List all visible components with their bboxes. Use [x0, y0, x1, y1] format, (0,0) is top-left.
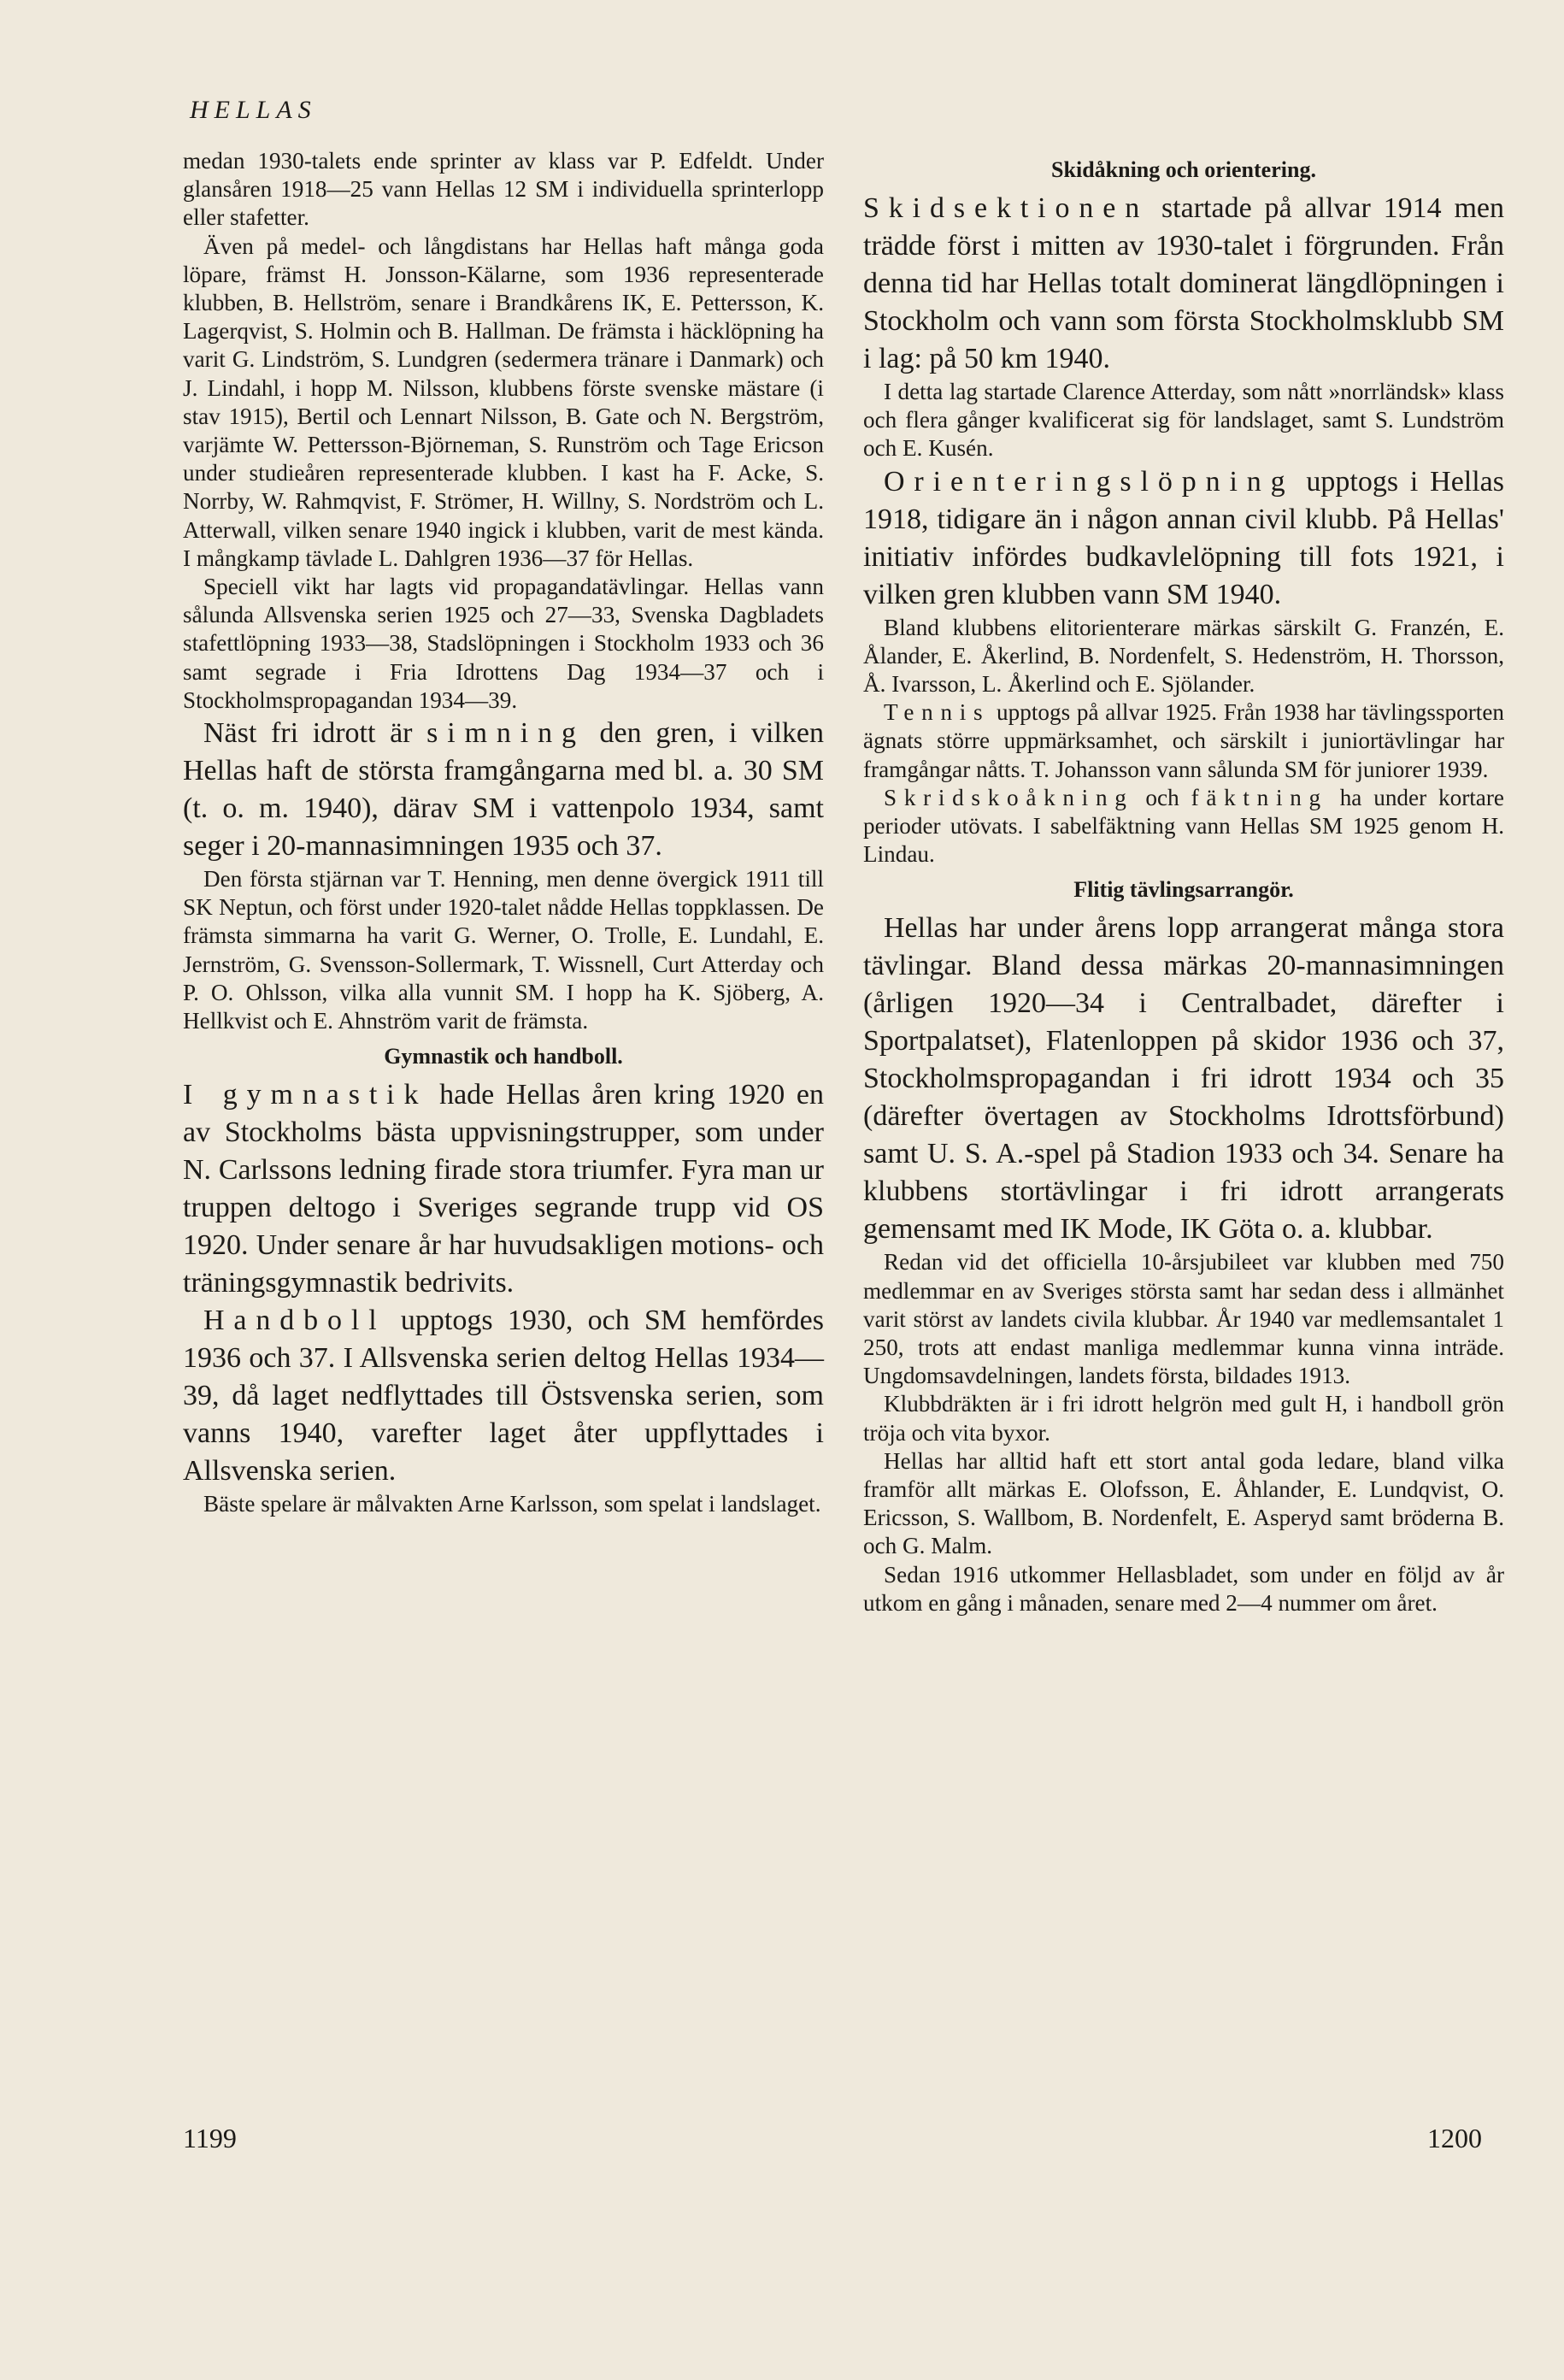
left-column	[183, 147, 824, 1518]
right-paragraph-2: I detta lag startade Clarence Atterday, som nått »norrländsk» klass och flera gånger kvalificerat sig för landslaget, samt S. Lundström och E. Kusén.	[863, 379, 1504, 462]
section-heading-skidakning: Skidåkning och orientering.	[1051, 157, 1316, 182]
right-paragraph-3	[863, 463, 1504, 614]
r5-spaced-term: Tennis	[884, 699, 991, 726]
p6-after: hade Hellas åren kring 1920 en av Stockholms bästa uppvisningstrupper, som under N. Carlssons ledning firade stora triumfer. Fyra man ur truppen deltogo i Sveriges segrande trupp vid OS 1920. Under senare år har huvudsakligen motions- och träningsgymnastik bedrivits.	[183, 1079, 824, 1299]
left-paragraph-6	[183, 1076, 824, 1302]
p4-spaced-term: simning	[426, 717, 585, 750]
left-paragraph-5: Den första stjärnan var T. Henning, men denne övergick 1911 till SK Neptun, och först under 1920-talet nådde Hellas toppklassen. De främsta simmarna ha varit G. Werner, O. Trolle, E. Lundahl, E. Jernström, G. Svensson-Sollermark, T. Wissnell, Curt Atterday och P. O. Ohlsson, vilka alla vunnit SM. I hopp ha K. Sjöberg, A. Hellkvist och E. Ahnström varit de främsta.	[183, 866, 824, 1034]
page-number-right: 1200	[1427, 2123, 1482, 2153]
right-paragraph-10: Hellas har alltid haft ett stort antal goda ledare, bland vilka framför allt märkas E. Olofsson, E. Åhlander, E. Lundqvist, O. Ericsson, S. Wallbom, B. Nordenfelt, E. Asperyd samt bröderna B. och G. Malm.	[863, 1447, 1504, 1559]
r6-spaced-term-a: Skridskoåkning	[884, 784, 1134, 810]
r3-spaced-term: Orienteringslöpning	[884, 465, 1295, 498]
r1-after: startade på allvar 1914 men trädde först i mitten av 1930-talet i förgrunden. Från denna tid har Hellas totalt dominerat längdlöpningen i Stockholm och vann som första Stockholmsklubb SM i lag: på 50 km 1940.	[863, 192, 1504, 374]
section-heading-tavlingsarrangor: Flitig tävlingsarrangör.	[1073, 877, 1294, 903]
right-paragraph-1	[863, 190, 1504, 378]
left-paragraph-8: Bäste spelare är målvakten Arne Karlsson, som spelat i landslaget.	[203, 1491, 821, 1517]
right-paragraph-8: Redan vid det officiella 10-årsjubileet var klubben med 750 medlemmar en av Sveriges största samt har sedan dess i allmänhet varit störst av landets civila klubbar. År 1940 var medlemsantalet 1 250, trots att endast manliga medlemmar kunna vinna inträde. Ungdomsavdelningen, landets första, bildades 1913.	[863, 1249, 1504, 1389]
right-paragraph-11: Sedan 1916 utkommer Hellasbladet, som under en följd av år utkom en gång i månaden, senare med 2—4 nummer om året.	[863, 1561, 1504, 1616]
running-head: HELLAS	[190, 96, 317, 124]
right-paragraph-7: Hellas har under årens lopp arrangerat många stora tävlingar. Bland dessa märkas 20-mannasimningen (årligen 1920—34 i Centralbadet, därefter i Sportpalatset), Flatenloppen på skidor 1936 och 37, Stockholmspropagandan i fri idrott 1934 och 35 (därefter övertagen av Stockholms Idrottsförbund) samt U. S. A.-spel på Stadion 1933 och 34. Senare ha klubbens stortävlingar i fri idrott arrangerats gemensamt med IK Mode, IK Göta o. a. klubbar.	[863, 912, 1504, 1246]
p4-before: Näst fri idrott är	[203, 717, 427, 750]
right-paragraph-6	[863, 784, 1504, 869]
left-paragraph-3: Speciell vikt har lagts vid propagandatävlingar. Hellas vann sålunda Allsvenska serien 1925 och 27—33, Svenska Dagbladets stafettlöpning 1933—38, Stadslöpningen i Stockholm 1933 och 36 samt segrade i Fria Idrottens Dag 1934—37 och i Stockholmspropagandan 1934—39.	[183, 574, 824, 713]
r6-spaced-term-b: fäktning	[1191, 784, 1328, 810]
right-paragraph-5	[863, 698, 1504, 784]
p7-after: upptogs 1930, och SM hemfördes 1936 och 37. I Allsvenska serien deltog Hellas 1934—39, då laget nedflyttades till Östsvenska serien, som vanns 1940, varefter laget åter uppflyttades i Allsvenska serien.	[183, 1305, 824, 1488]
right-paragraph-4: Bland klubbens elitorienterare märkas särskilt G. Franzén, E. Ålander, E. Åkerlind, B. Nordenfelt, S. Hedenström, H. Thorsson, Å. Ivarsson, L. Åkerlind och E. Sjölander.	[863, 614, 1504, 698]
left-paragraph-4	[183, 715, 824, 865]
r6-after: ha under kortare perioder utövats. I sabelfäktning vann Hellas SM 1925 genom H. Lindau.	[863, 784, 1504, 868]
page-number-left: 1199	[183, 2123, 237, 2153]
r5-after: upptogs på allvar 1925. Från 1938 har tävlingssporten ägnats större uppmärksamhet, och särskilt i juniortävlingar har framgångar nåtts. T. Johansson vann sålunda SM för juniorer 1939.	[863, 699, 1504, 782]
right-paragraph-9: Klubbdräkten är i fri idrott helgrön med gult H, i handboll grön tröja och vita byxor.	[863, 1391, 1504, 1446]
r3-after: upptogs i Hellas 1918, tidigare än i någon annan civil klubb. På Hellas' initiativ infördes budkavlelöpning till fots 1921, i vilken gren klubben vann SM 1940.	[863, 465, 1504, 610]
left-paragraph-1: medan 1930-talets ende sprinter av klass var P. Edfeldt. Under glansåren 1918—25 vann Hellas 12 SM i individuella sprinterlopp eller stafetter.	[183, 148, 824, 231]
p4-after: den gren, i vilken Hellas haft de största framgångarna med bl. a. 30 SM (t. o. m. 1940), därav SM i vattenpolo 1934, samt seger i 20-mannasimningen 1935 och 37.	[183, 717, 824, 863]
left-paragraph-7	[183, 1302, 824, 1490]
r6-mid: och	[1133, 784, 1191, 810]
p6-spaced-term: I gymnastik	[183, 1079, 428, 1111]
r1-spaced-term: Skidsektionen	[863, 192, 1149, 224]
section-heading-gymnastik: Gymnastik och handboll.	[384, 1044, 623, 1069]
left-paragraph-2: Även på medel- och långdistans har Hellas haft många goda löpare, främst H. Jonsson-Kälarne, som 1936 representerade klubben, B. Hellström, senare i Brandkårens IK, E. Pettersson, K. Lagerqvist, S. Holmin och B. Hallman. De främsta i häcklöpning ha varit G. Lindström, S. Lundgren (sedermera tränare i Danmark) och J. Lindahl, i hopp M. Nilsson, klubbens förste svenske mästare (i stav 1915), Bertil och Lennart Nilsson, B. Gate och N. Bergström, varjämte W. Pettersson-Björneman, S. Runström och Tage Ericson under studieåren representerade klubben. I kast ha F. Acke, S. Norrby, W. Rahmqvist, F. Strömer, H. Willny, S. Nordström och L. Atterwall, vilken senare 1940 ingick i klubben, varit de mest kända. I mångkamp tävlade L. Dahlgren 1936—37 för Hellas.	[183, 233, 824, 571]
right-column	[863, 147, 1504, 1617]
p7-spaced-term: Handboll	[203, 1305, 386, 1337]
